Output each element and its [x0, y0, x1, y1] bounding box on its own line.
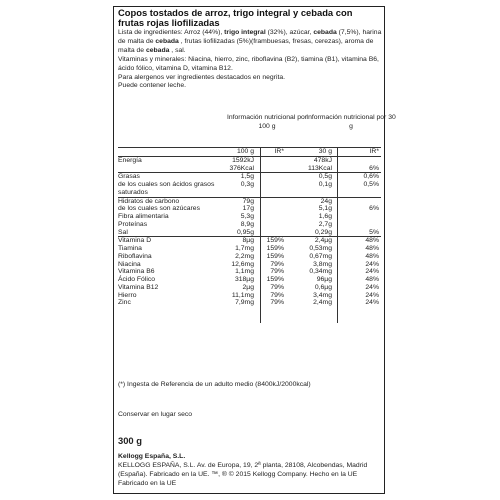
- value-per-100g: 12,6mg: [231, 260, 254, 268]
- nutrition-table: [114, 148, 384, 307]
- value-per-30g: 113Kcal: [307, 164, 332, 172]
- value-per-30g: 0,53mg: [309, 245, 332, 252]
- nutrient-name: saturados: [118, 188, 148, 196]
- made-in: Fabricado en la UE: [118, 479, 177, 487]
- value-per-30g: 478kJ: [313, 156, 332, 164]
- nutrition-row: [114, 221, 384, 229]
- nutrient-name: Tiamina: [118, 245, 142, 252]
- nutrient-name: Hierro: [118, 291, 137, 299]
- ir-per-100g: 159%: [266, 237, 284, 245]
- company-address: KELLOGG ESPAÑA, S.L. Av. de Europa, 19, 2ª planta, 28108, Alcobendas, Madrid (España). Fabricado en la UE. ™, ® © 2015 Kellogg Company. Hecho en la UE: [118, 461, 368, 478]
- nutrition-row: [114, 299, 384, 307]
- ir-per-100g: 159%: [266, 245, 284, 252]
- header-per-100g: Información nutricional por 100 g: [226, 114, 308, 130]
- value-per-30g: 3,4mg: [313, 291, 332, 299]
- allergen-highlight: trigo integral: [224, 29, 266, 36]
- value-per-30g: 96µg: [316, 276, 332, 283]
- nutrient-name: Hidratos de carbono: [118, 197, 180, 205]
- ir-per-30g: 0,6%: [363, 173, 379, 181]
- ingredients-block: [118, 29, 382, 91]
- header-per-30g: Información nutricional por 30 g: [306, 114, 396, 130]
- ir-per-100g: 159%: [266, 276, 284, 283]
- value-per-30g: 0,5g: [318, 173, 332, 181]
- nutrition-row: [114, 229, 384, 237]
- value-per-100g: 8,9g: [240, 220, 254, 228]
- ir-per-100g: 79%: [270, 260, 284, 268]
- value-per-100g: 1,1mg: [235, 268, 254, 276]
- nutrition-row: [114, 268, 384, 276]
- value-per-100g: 0,3g: [240, 181, 254, 188]
- allergen-highlight: cebada: [145, 46, 170, 54]
- ir-per-100g: 79%: [270, 268, 284, 276]
- value-per-30g: 0,1g: [318, 181, 332, 188]
- allergen-highlight: cebada: [313, 29, 337, 36]
- value-per-100g: 7,9mg: [235, 299, 254, 307]
- nutrient-name: Ácido Fólico: [118, 276, 156, 283]
- storage-instruction: Conservar en lugar seco: [118, 411, 193, 418]
- nutrient-name: Vitamina D: [118, 237, 152, 245]
- nutrition-row: [114, 261, 384, 269]
- vitamins-minerals: Vitaminas y minerales: Niacina, hierro, zinc, riboflavina (B2), tiamina (B1), vitamina B6, ácido fólico, vitamina D, vitamina B12.: [118, 55, 379, 72]
- nutrition-row: [114, 157, 384, 165]
- table-separator: [118, 147, 381, 148]
- ir-per-30g: 48%: [365, 252, 379, 260]
- value-per-100g: 11,1mg: [231, 291, 254, 299]
- nutrition-row: [114, 213, 384, 221]
- nutrition-row: [114, 237, 384, 245]
- nutrition-row: [114, 198, 384, 206]
- value-per-100g: 2µg: [242, 283, 254, 291]
- column-divider: [337, 147, 338, 323]
- ingredients-list: Lista de ingredientes: Arroz (44%), trigo integral (32%), azúcar, cebada (7,5%), harina de malta de cebada , frutas liofilizadas (5%)(frambuesas, fresas, cerezas), aroma de malta de cebada , sal.: [118, 29, 382, 54]
- value-per-100g: 376Kcal: [229, 164, 254, 172]
- ir-per-30g: 24%: [365, 299, 379, 307]
- nutrient-name: Niacina: [118, 260, 141, 268]
- nutrient-name: de los cuales son ácidos grasos: [118, 181, 215, 188]
- ir-per-30g: 24%: [365, 260, 379, 268]
- value-per-100g: 2,2mg: [235, 252, 254, 260]
- company-block: [118, 453, 382, 489]
- ir-per-30g: 24%: [365, 268, 379, 276]
- nutrient-name: Energía: [118, 156, 142, 164]
- value-per-30g: 2,4µg: [314, 237, 332, 245]
- nutrition-label-panel: [113, 6, 396, 494]
- net-weight: 300 g: [118, 435, 142, 446]
- ir-per-30g: 0,5%: [363, 181, 379, 188]
- ir-per-100g: 79%: [270, 283, 284, 291]
- allergen-note: Para alergenos ver ingredientes destacados en negrita.: [118, 73, 286, 81]
- ir-per-30g: 6%: [369, 205, 379, 213]
- value-per-100g: 1592kJ: [232, 156, 254, 164]
- value-per-100g: 1,5g: [240, 173, 254, 181]
- ir-per-100g: 79%: [270, 299, 284, 307]
- value-per-100g: 100 g: [236, 148, 254, 155]
- value-per-100g: 1,7mg: [235, 245, 254, 252]
- nutrition-row: [114, 189, 384, 197]
- company-name: Kellogg España, S.L.: [118, 453, 186, 460]
- ir-per-30g: 5%: [369, 228, 379, 236]
- nutrition-row: [114, 205, 384, 213]
- value-per-100g: 318µg: [234, 276, 254, 283]
- value-per-30g: 2,4mg: [313, 299, 332, 307]
- nutrition-row: [114, 173, 384, 181]
- value-per-100g: 8µg: [242, 237, 254, 245]
- value-per-100g: 79g: [242, 197, 254, 205]
- value-per-30g: 0,6µg: [314, 283, 332, 291]
- ir-per-100g: 159%: [266, 252, 284, 260]
- value-per-30g: 5,1g: [318, 205, 332, 213]
- nutrient-name: Vitamina B6: [118, 268, 155, 276]
- ir-per-100g: 79%: [270, 291, 284, 299]
- value-per-30g: 3,8mg: [313, 260, 332, 268]
- ir-per-100g: IR*: [274, 148, 284, 155]
- value-per-30g: 30 g: [318, 148, 332, 155]
- nutrition-row: [114, 181, 384, 189]
- ir-per-30g: 48%: [365, 245, 379, 252]
- nutrient-name: Zinc: [118, 299, 131, 307]
- ir-per-30g: 6%: [369, 164, 379, 172]
- value-per-30g: 0,29g: [314, 228, 332, 236]
- ir-footnote: (*) Ingesta de Referencia de un adulto medio (8400kJ/2000kcal): [118, 381, 311, 388]
- nutrient-name: Sal: [118, 228, 128, 236]
- value-per-30g: 2,7g: [318, 220, 332, 228]
- value-per-30g: 1,6g: [318, 213, 332, 220]
- ir-per-30g: 48%: [365, 237, 379, 245]
- nutrition-row: [114, 284, 384, 292]
- nutrient-name: Riboflavina: [118, 252, 152, 260]
- nutrient-name: de los cuales son azúcares: [118, 205, 200, 213]
- nutrient-name: Fibra alimentaria: [118, 213, 169, 220]
- product-title: Copos tostados de arroz, trigo integral y cebada con frutas rojas liofilizadas: [118, 7, 353, 28]
- nutrient-name: Proteínas: [118, 220, 148, 228]
- ir-per-30g: 48%: [365, 276, 379, 283]
- value-per-100g: 5,3g: [240, 213, 254, 220]
- nutrient-name: Vitamina B12: [118, 283, 159, 291]
- nutrition-row: [114, 148, 384, 156]
- value-per-30g: 24g: [320, 197, 332, 205]
- value-per-30g: 0,67mg: [309, 252, 332, 260]
- nutrition-row: [114, 253, 384, 261]
- ir-per-30g: 24%: [365, 283, 379, 291]
- nutrition-row: [114, 292, 384, 300]
- nutrient-name: Grasas: [118, 173, 140, 181]
- allergen-highlight: cebada: [155, 37, 179, 45]
- value-per-100g: 0,95g: [236, 228, 254, 236]
- column-divider: [260, 147, 261, 323]
- value-per-30g: 0,34mg: [309, 268, 332, 276]
- nutrition-row: [114, 245, 384, 253]
- ir-per-30g: IR*: [369, 148, 379, 155]
- value-per-100g: 17g: [242, 205, 254, 213]
- nutrition-row: [114, 276, 384, 284]
- trace-note: Puede contener leche.: [118, 82, 187, 90]
- nutrition-row: [114, 165, 384, 173]
- ir-per-30g: 24%: [365, 291, 379, 299]
